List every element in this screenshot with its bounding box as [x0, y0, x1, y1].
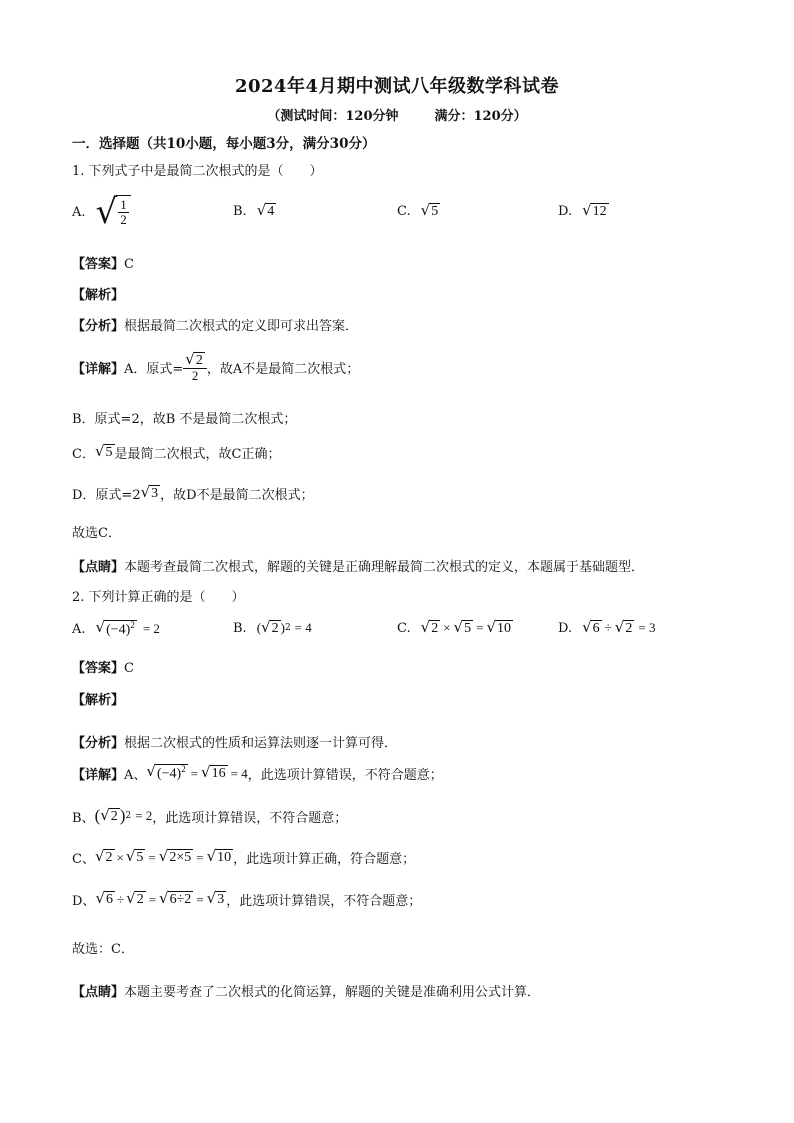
q2-analysis: 【分析】根据二次根式的性质和运算法则逐一计算可得． — [72, 736, 398, 751]
q1-comment: 【点睛】本题考查最简二次根式，解题的关键是正确理解最简二次根式的定义，本题属于基础题型． — [72, 560, 645, 575]
q2-comment: 【点睛】本题主要考查了二次根式的化简运算，解题的关键是准确利用公式计算． — [72, 985, 541, 1000]
q2-option-a: A. √ $(-4)^2$ = 2 — [72, 618, 160, 638]
q2-jiexi: 【解析】 — [72, 693, 125, 708]
option-label: C. — [397, 203, 411, 219]
q1-detail-d: D．原式=2 √ 3 ，故D不是最简二次根式； — [72, 483, 314, 503]
q1-option-d: D. √ 12 — [558, 201, 607, 219]
exam-time: （测试时间：120分钟 — [267, 109, 399, 124]
q2-detail-b: B、 ( √ 2 ) 2 = 2 ，此选项计算错误，不符合题意； — [72, 805, 348, 826]
q2-option-d: D. √ 6 ÷ √ 2 = 3 — [558, 618, 656, 636]
q1-analysis: 【分析】根据最简二次根式的定义即可求出答案． — [72, 319, 359, 334]
q1-detail-c: C． √ 5 是最简二次根式，故C正确； — [72, 442, 281, 462]
section-heading: 一．选择题（共10小题，每小题3分，满分30分） — [72, 136, 376, 152]
exam-subtitle — [0, 105, 794, 124]
q1-conclusion: 故选C． — [72, 526, 121, 541]
q2-stem: 2. 下列计算正确的是（ ） — [72, 590, 245, 605]
option-label: B. — [233, 203, 247, 219]
q2-detail-c: C、 √ 2 × √ 5 = √ 2×5 = √ 10 ，此选项计算正确，符合题意； — [72, 847, 416, 867]
option-label: A. — [72, 204, 86, 220]
q2-option-c: C. √ 2 × √ 5 = √ 10 — [397, 618, 511, 636]
q1-detail-b: B．原式=2，故B 不是最简二次根式； — [72, 412, 297, 427]
q1-option-c: C. √ 5 — [397, 201, 439, 219]
q1-option-a — [72, 192, 131, 232]
q1-option-b: B. √ 4 — [233, 201, 275, 219]
q1-detail-a: 【详解】 A．原式= √ 2 2 ，故A不是最简二次根式； — [72, 350, 360, 384]
q1-options — [72, 192, 732, 235]
q2-detail-d: D、 √ 6 ÷ √ 2 = √ 6÷2 = √ 3 ，此选项计算错误，不符合题意； — [72, 889, 422, 909]
q1-answer: 【答案】C — [72, 257, 134, 272]
page-title: 2024年4月期中测试八年级数学科试卷 — [234, 76, 560, 97]
q2-detail-a: 【详解】 A、 √ $(-4)^2$ = √ 16 = 4 ，此选项计算错误，不符合题意； — [72, 762, 443, 783]
sqrt-fraction: √ $\frac{1}{2}$ — [96, 195, 131, 229]
q2-answer: 【答案】C — [72, 661, 134, 676]
q2-options — [72, 620, 732, 660]
q2-option-b: B. ( √ 2 ) 2 = 4 — [233, 618, 312, 636]
q1-stem: 1. 下列式子中是最简二次根式的是（ ） — [72, 164, 323, 179]
exam-score: 满分：120分） — [434, 109, 527, 124]
q1-jiexi: 【解析】 — [72, 288, 125, 303]
q2-conclusion: 故选：C． — [72, 942, 134, 957]
option-label: D. — [558, 203, 573, 219]
